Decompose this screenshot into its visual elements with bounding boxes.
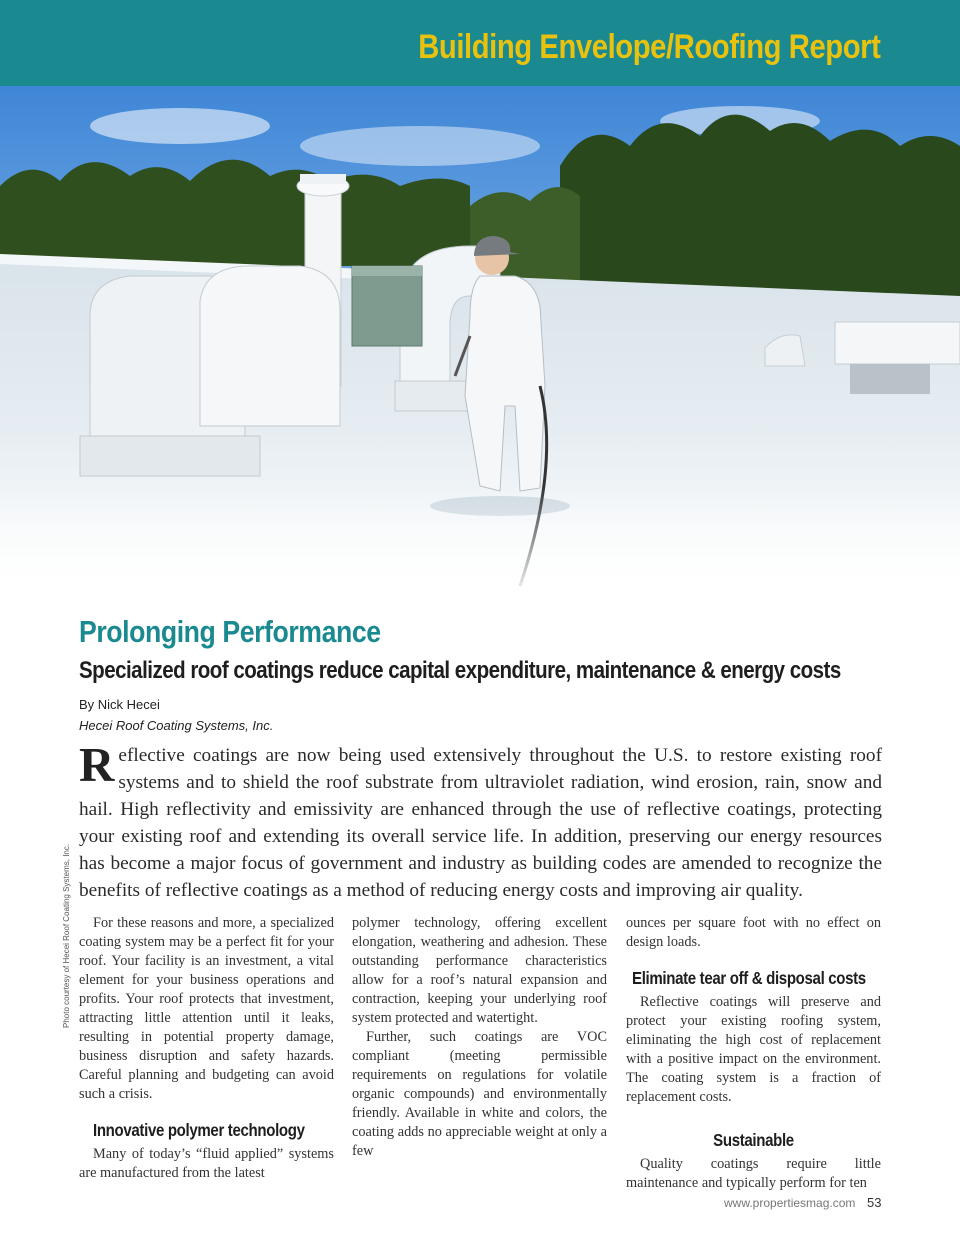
column-1 xyxy=(79,914,334,1183)
body-paragraph: For these reasons and more, a specialized coating system may be a perfect fit for your roof. Your facility is an investment, a vital element for your business operations and profits. Your roof protects that investment, attracting little attention until it leaks, resulting in potential property damage, business disruption and safety hazards. Careful planning and budgeting can avoid such a crisis. xyxy=(79,915,334,1102)
lead-text: eflective coatings are now being used extensively throughout the U.S. to restore existing roof systems and to shield the roof substrate from ultraviolet radiation, wind erosion, rain, snow and hail. High reflectivity and emissivity are enhanced through the use of reflective coatings, protecting your existing roof and extending its overall service life. In addition, preserving our energy resources has become a major focus of government and industry as building codes are amended to recognize the benefits of reflective coatings as a method of reducing energy costs and improving air quality. xyxy=(79,745,882,901)
page-number: 53 xyxy=(867,1195,882,1210)
body-paragraph: Many of today’s “fluid applied” systems are manufactured from the latest xyxy=(79,1146,334,1181)
body-paragraph: Quality coatings require little maintenance and typically perform for ten xyxy=(626,1156,881,1191)
article-subhead: Specialized roof coatings reduce capital expenditure, maintenance & energy costs xyxy=(79,657,841,684)
section-banner xyxy=(0,0,960,86)
body-paragraph: Further, such coatings are VOC compliant (meeting permissible requirements on regulations for volatile organic compounds) and environmentally friendly. Available in white and colors, the coating adds no appreciable weight at only a few xyxy=(352,1029,607,1159)
hero-photo xyxy=(0,86,960,600)
author-company: Hecei Roof Coating Systems, Inc. xyxy=(79,718,274,733)
column-3 xyxy=(626,914,881,1193)
section-heading: Eliminate tear off & disposal costs xyxy=(632,968,866,988)
banner-title: Building Envelope/Roofing Report xyxy=(417,28,880,66)
body-paragraph: ounces per square foot with no effect on design loads. xyxy=(626,915,881,950)
body-paragraph: polymer technology, offering excellent elongation, weathering and adhesion. These outstanding performance characteristics allow for a roof’s natural expansion and contraction, keeping your underlying roof system protected and watertight. xyxy=(352,915,607,1026)
rooftop-illustration xyxy=(0,86,960,600)
section-heading: Innovative polymer technology xyxy=(93,1120,305,1140)
article-byline: By Nick Hecei xyxy=(79,697,160,712)
body-paragraph: Reflective coatings will preserve and protect your existing roofing system, eliminating the high cost of replacement with a positive impact on the environment. The coating system is a fraction of replacement costs. xyxy=(626,994,881,1105)
column-2 xyxy=(352,914,607,1161)
drop-cap: R xyxy=(79,737,115,792)
footer-url: www.propertiesmag.com xyxy=(724,1196,856,1210)
section-heading: Sustainable xyxy=(713,1130,794,1150)
article-headline: Prolonging Performance xyxy=(79,614,381,649)
lead-paragraph xyxy=(79,737,882,904)
photo-credit: Photo courtesy of Hecei Roof Coating Systems, Inc. xyxy=(62,843,71,1028)
